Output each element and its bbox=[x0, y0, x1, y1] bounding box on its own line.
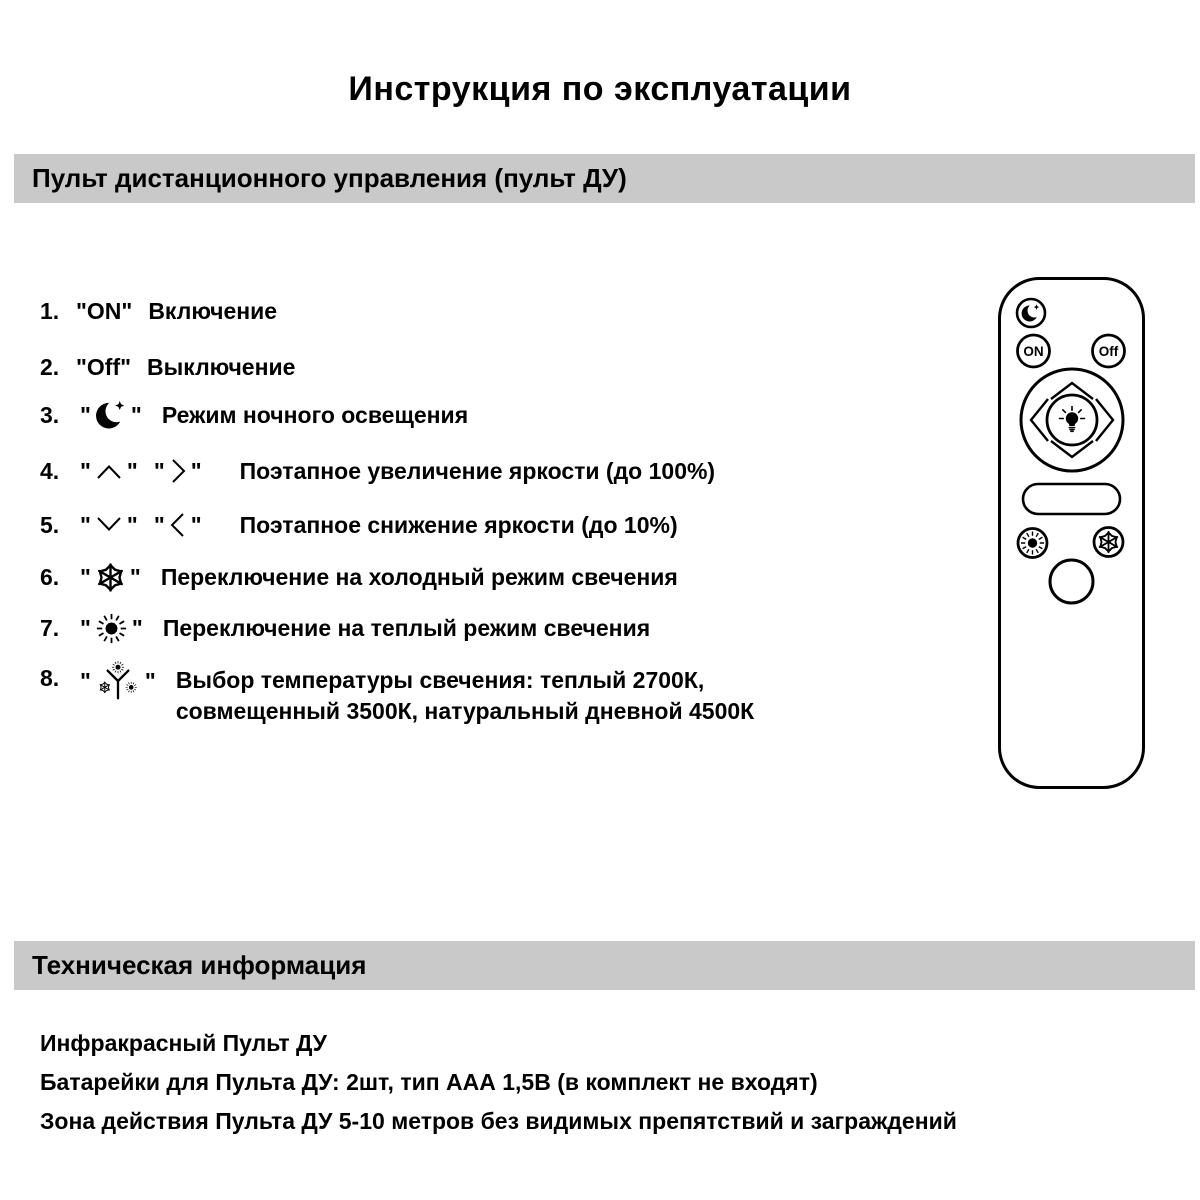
list-item-2 bbox=[40, 352, 295, 382]
tech-info-line-1: Инфракрасный Пульт ДУ bbox=[40, 1030, 327, 1056]
key-label-off: "Off" bbox=[76, 353, 132, 380]
item-text-line-1: Выбор температуры свечения: теплый 2700К, bbox=[175, 667, 705, 693]
item-text: Выключение bbox=[147, 353, 296, 380]
quote-mark: " bbox=[80, 401, 91, 428]
remote-off-label: Off bbox=[1098, 344, 1119, 359]
item-text-line-2: совмещенный 3500К, натуральный дневной 4500К bbox=[175, 698, 755, 724]
item-number: 2. bbox=[40, 353, 60, 380]
list-item-8 bbox=[40, 665, 754, 727]
list-item-6 bbox=[40, 562, 678, 592]
chevron-down-icon bbox=[95, 514, 123, 536]
list-item-1 bbox=[40, 296, 277, 326]
item-text: Поэтапное снижение яркости (до 10%) bbox=[239, 511, 678, 538]
section-header-remote bbox=[14, 154, 1195, 203]
quote-mark: " bbox=[126, 457, 138, 484]
quote-mark: " bbox=[80, 614, 91, 641]
quote-mark: " bbox=[153, 511, 165, 538]
chevron-right-icon bbox=[169, 456, 187, 486]
remote-control-figure bbox=[998, 277, 1145, 794]
page-title: Инструкция по эксплуатации bbox=[348, 70, 852, 108]
remote-warm-button bbox=[1018, 529, 1047, 558]
quote-mark: " bbox=[190, 457, 202, 484]
item-text: Переключение на теплый режим свечения bbox=[162, 614, 651, 641]
section-header-remote-label: Пульт дистанционного управления (пульт ДУ) bbox=[32, 163, 627, 193]
section-header-tech bbox=[14, 941, 1195, 990]
item-text: Переключение на холодный режим свечения bbox=[160, 563, 678, 590]
warm-sun-icon bbox=[95, 612, 128, 645]
remote-control-diagram bbox=[998, 277, 1145, 789]
item-number: 4. bbox=[40, 457, 60, 484]
quote-mark: " bbox=[80, 563, 91, 590]
section-header-tech-label: Техническая информация bbox=[32, 950, 367, 980]
list-item-7 bbox=[40, 613, 650, 643]
item-number: 1. bbox=[40, 297, 60, 324]
list-item-4 bbox=[40, 456, 715, 486]
quote-mark: " bbox=[80, 457, 91, 484]
item-number: 8. bbox=[40, 665, 60, 691]
quote-mark: " bbox=[126, 511, 138, 538]
quote-mark: " bbox=[80, 511, 91, 538]
quote-mark: " bbox=[131, 614, 143, 641]
quote-mark: " bbox=[130, 401, 142, 428]
tech-info-line-2: Батарейки для Пульта ДУ: 2шт, тип ААА 1,5В (в комплект не входят) bbox=[40, 1069, 818, 1095]
tech-info-line-3: Зона действия Пульта ДУ 5-10 метров без видимых препятствий и заграждений bbox=[40, 1108, 957, 1134]
snowflake-icon bbox=[95, 562, 126, 593]
item-number: 3. bbox=[40, 401, 60, 428]
item-text bbox=[176, 665, 754, 727]
list-item-3 bbox=[40, 400, 468, 430]
quote-mark: " bbox=[153, 457, 165, 484]
quote-mark: " bbox=[144, 667, 156, 694]
quote-mark: " bbox=[80, 667, 91, 694]
item-number: 7. bbox=[40, 614, 60, 641]
temperature-select-icon bbox=[95, 659, 141, 703]
item-number: 6. bbox=[40, 563, 60, 590]
item-text: Включение bbox=[148, 297, 278, 324]
remote-on-label: ON bbox=[1023, 344, 1044, 359]
key-label-on: "ON" bbox=[76, 297, 133, 324]
item-text: Режим ночного освещения bbox=[161, 401, 469, 428]
quote-mark: " bbox=[129, 563, 141, 590]
chevron-left-icon bbox=[169, 510, 187, 540]
chevron-up-icon bbox=[95, 460, 123, 482]
moon-star-icon bbox=[95, 399, 127, 431]
quote-mark: " bbox=[190, 511, 202, 538]
item-number: 5. bbox=[40, 511, 60, 538]
item-text: Поэтапное увеличение яркости (до 100%) bbox=[239, 457, 716, 484]
list-item-5 bbox=[40, 510, 678, 540]
